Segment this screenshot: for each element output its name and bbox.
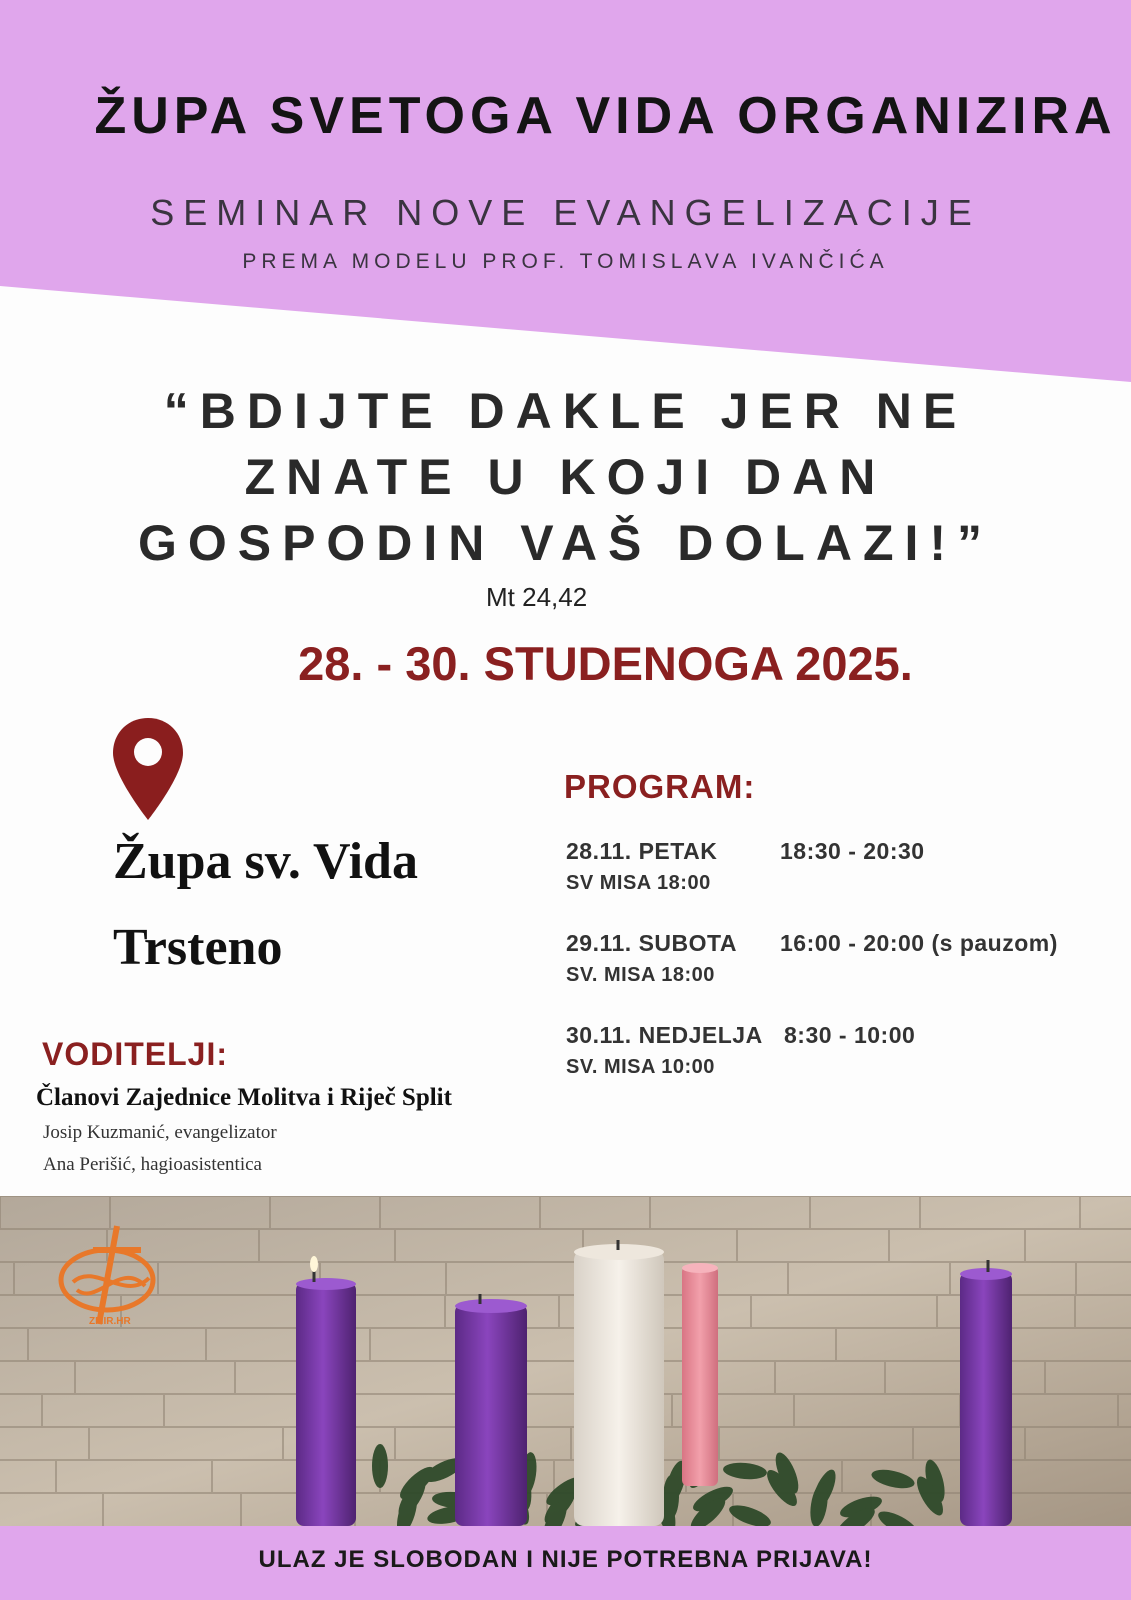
logo-text: ZMIR.HR (89, 1316, 131, 1327)
program-mass: SV. MISA 18:00 (566, 964, 715, 986)
seminar-model: PREMA MODELU PROF. TOMISLAVA IVANČIĆA (242, 250, 889, 273)
leader-name: Ana Perišić, hagioasistentica (43, 1154, 262, 1175)
location-parish: Župa sv. Vida (113, 833, 418, 890)
footer-note: ULAZ JE SLOBODAN I NIJE POTREBNA PRIJAVA! (258, 1546, 873, 1573)
leader-name: Josip Kuzmanić, evangelizator (43, 1122, 277, 1143)
candle-purple (455, 1304, 527, 1526)
quote-line: GOSPODIN VAŠ DOLAZI!” (137, 515, 994, 571)
candle-purple (296, 1282, 356, 1526)
seminar-title: SEMINAR NOVE EVANGELIZACIJE (150, 192, 981, 233)
zmir-logo (55, 1220, 165, 1330)
leaders-community: Članovi Zajednice Molitva i Riječ Split (36, 1084, 452, 1111)
page-title: ŽUPA SVETOGA VIDA ORGANIZIRA (94, 87, 1117, 145)
program-time: 16:00 - 20:00 (s pauzom) (780, 930, 1058, 956)
quote-line: “BDIJTE DAKLE JER NE (163, 383, 968, 439)
program-time: 8:30 - 10:00 (784, 1022, 916, 1048)
program-time: 18:30 - 20:30 (780, 838, 925, 864)
program-day: 30.11. NEDJELJA (566, 1022, 763, 1048)
leaders-title: VODITELJI: (42, 1036, 229, 1072)
advent-candles-photo (0, 1196, 1131, 1526)
program-title: PROGRAM: (564, 768, 756, 805)
quote-reference: Mt 24,42 (486, 582, 588, 612)
program-day: 29.11. SUBOTA (566, 930, 737, 956)
map-pin-icon (110, 716, 186, 822)
candle-purple (960, 1272, 1012, 1526)
candle-pink (682, 1266, 718, 1486)
program-day: 28.11. PETAK (566, 838, 718, 864)
event-dates: 28. - 30. STUDENOGA 2025. (298, 637, 913, 690)
quote-line: ZNATE U KOJI DAN (244, 449, 887, 505)
candle-white (574, 1250, 664, 1526)
location-town: Trsteno (113, 919, 283, 976)
program-mass: SV MISA 18:00 (566, 872, 711, 894)
program-mass: SV. MISA 10:00 (566, 1056, 715, 1078)
bible-quote (0, 378, 1131, 576)
